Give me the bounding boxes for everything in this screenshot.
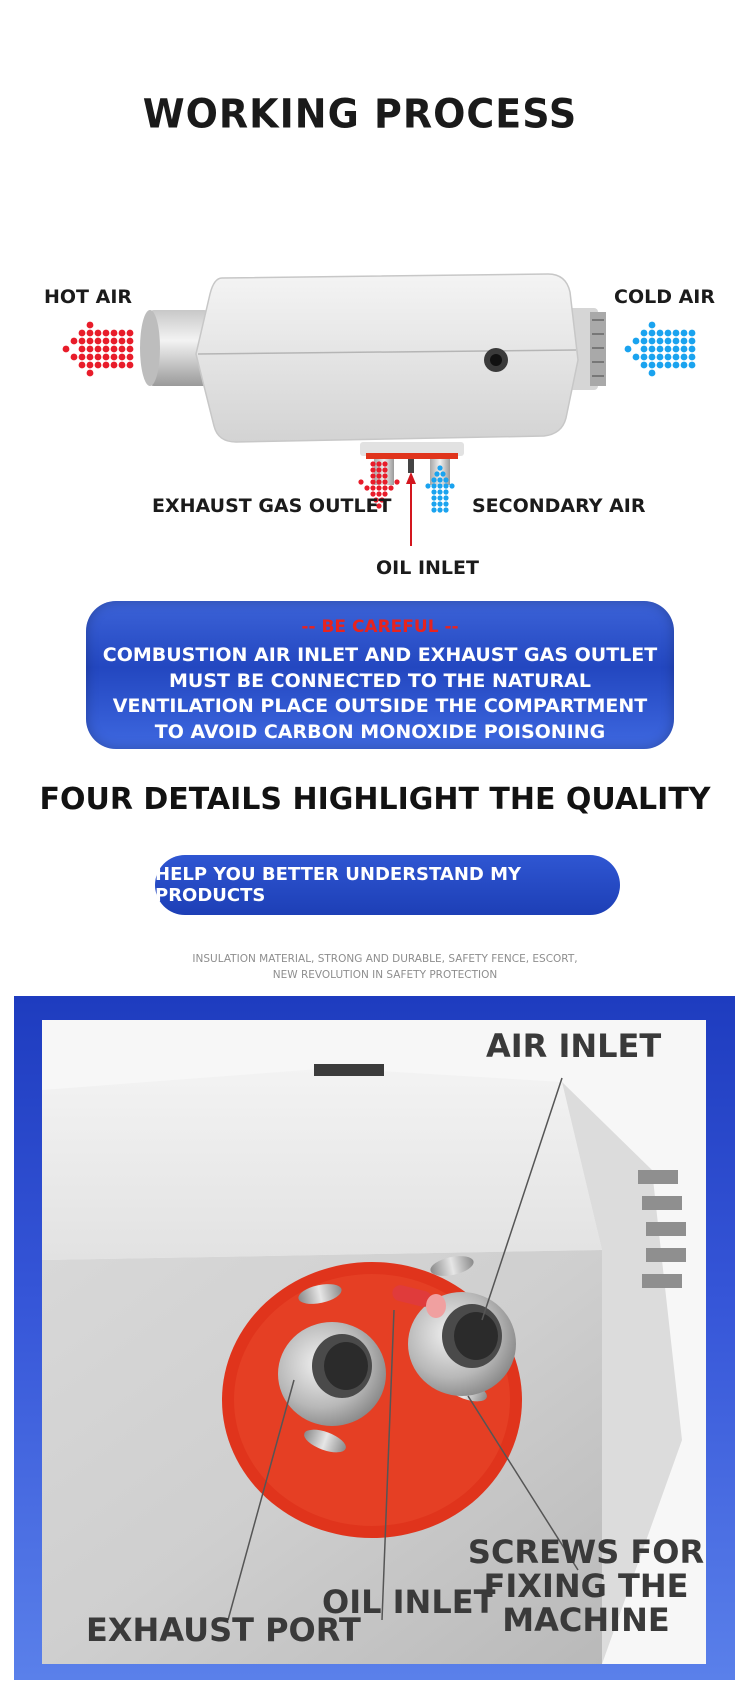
warning-title: -- BE CAREFUL --: [301, 617, 459, 637]
page-title: WORKING PROCESS: [142, 90, 578, 138]
closeup-photo: [42, 1020, 706, 1664]
secondary-air-label: SECONDARY AIR: [472, 495, 646, 517]
warning-body: COMBUSTION AIR INLET AND EXHAUST GAS OUTLET MUST BE CONNECTED TO THE NATURAL VENTILATION PLACE OUTSIDE THE COMPARTMENT TO AVOID CARBON MONOXIDE POISONING: [102, 644, 658, 743]
screws-label-line-3: MACHINE: [502, 1601, 670, 1639]
hot-air-label: HOT AIR: [44, 286, 133, 308]
warning-box: [86, 601, 674, 749]
pill-label: HELP YOU BETTER UNDERSTAND MY PRODUCTS: [155, 864, 522, 906]
heater-body: [196, 274, 578, 442]
tagline: [0, 951, 750, 983]
cold-air-arrow-icon: [625, 322, 696, 377]
understand-products-pill: [155, 855, 620, 915]
screws-label-line-1: SCREWS FOR: [467, 1533, 705, 1571]
cold-air-label: COLD AIR: [614, 286, 715, 308]
oil-inlet-label: OIL INLET: [376, 557, 479, 579]
oil-inlet-closeup-label: OIL INLET: [322, 1583, 496, 1621]
air-inlet-label: AIR INLET: [486, 1027, 662, 1065]
hot-air-arrow-icon: [63, 322, 134, 377]
tagline-line-2: NEW REVOLUTION IN SAFETY PROTECTION: [272, 969, 498, 981]
details-title: FOUR DETAILS HIGHLIGHT THE QUALITY: [39, 782, 711, 817]
exhaust-port-label: EXHAUST PORT: [86, 1611, 361, 1649]
screws-label: [466, 1535, 706, 1637]
oil-inlet-arrow-icon: [406, 472, 416, 546]
exhaust-gas-outlet-label: EXHAUST GAS OUTLET: [152, 495, 392, 517]
screws-label-line-2: FIXING THE: [483, 1567, 689, 1605]
tagline-line-1: INSULATION MATERIAL, STRONG AND DURABLE, SAFETY FENCE, ESCORT,: [192, 953, 578, 965]
heater-diagram: [0, 250, 750, 590]
